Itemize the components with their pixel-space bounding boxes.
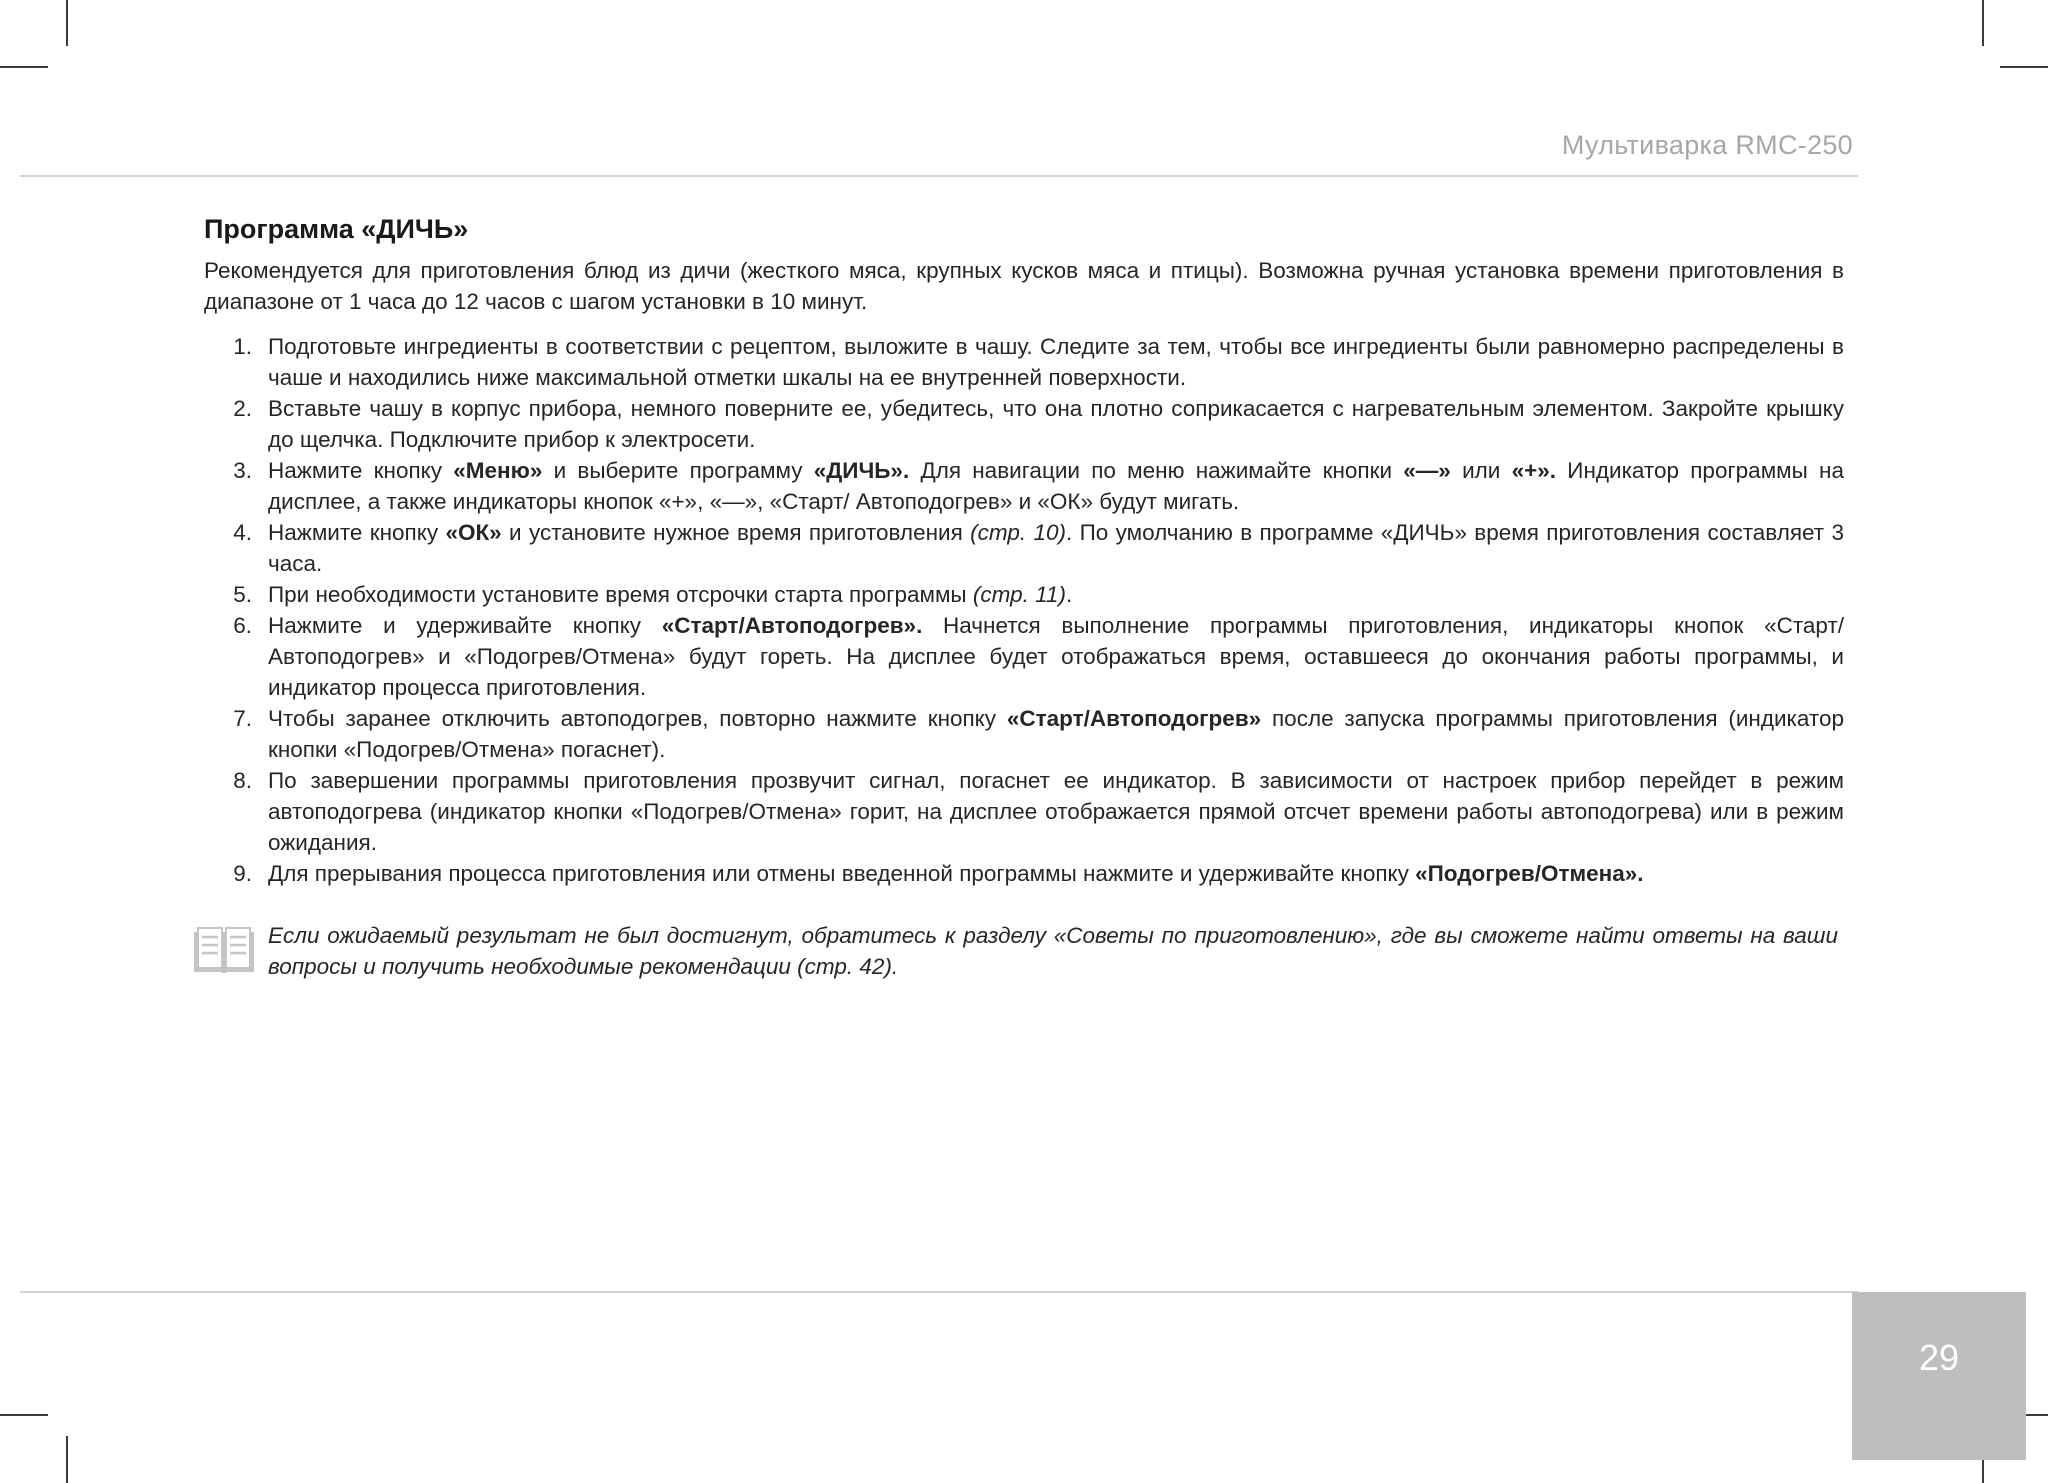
page-number: 29 bbox=[1852, 1292, 2026, 1460]
step-text-part: или bbox=[1450, 458, 1512, 483]
step-text-part: Вставьте чашу в корпус прибора, немного поверните ее, убедитесь, что она плотно соприкасается с нагревательным элементом. Закройте крышку до щелчка. Подключите прибор к электросети. bbox=[268, 396, 1844, 452]
section-intro: Рекомендуется для приготовления блюд из дичи (жесткого мяса, крупных кусков мяса и птицы). Возможна ручная установка времени приготовления в диапазоне от 1 часа до 12 часов с шагом установки в 10 минут. bbox=[204, 258, 1844, 314]
crop-mark bbox=[0, 66, 48, 68]
bold-text: «Старт/Автоподогрев». bbox=[661, 613, 923, 638]
bold-text: «ДИЧЬ». bbox=[813, 458, 910, 483]
step-text-part: Начнется выполнение программы приготовления, индикаторы кнопок «Старт/ Автоподогрев» и «Подогрев/Отмена» будут гореть. На дисплее будет отображаться время, оставшееся до окончания работы программы, и индикатор процесса приготовления. bbox=[268, 613, 1845, 700]
step-item bbox=[204, 579, 1844, 610]
step-text-part: . По умолчанию в программе «ДИЧЬ» время приготовления составляет 3 часа. bbox=[268, 520, 1844, 576]
page-reference: (стр. 11) bbox=[972, 582, 1066, 607]
note-text: Если ожидаемый результат не был достигнут, обратитесь к разделу «Советы по приготовлению», где вы сможете найти ответы на ваши вопросы и получить необходимые рекомендации (стр. 42). bbox=[268, 923, 1838, 979]
step-text bbox=[268, 765, 1844, 858]
step-item bbox=[204, 765, 1844, 858]
main-content bbox=[204, 214, 1844, 889]
step-text-part: Индикатор программы на дисплее, а также индикаторы кнопок «+», «—», «Старт/ Автоподогрев» и «ОК» будут мигать. bbox=[268, 458, 1844, 514]
step-text-part: Для навигации по меню нажимайте кнопки bbox=[909, 458, 1404, 483]
step-text bbox=[268, 703, 1844, 765]
crop-mark bbox=[66, 0, 68, 46]
step-number: 3. bbox=[233, 458, 252, 483]
note-box bbox=[190, 920, 1844, 982]
step-text bbox=[268, 858, 1844, 889]
bold-text: «—» bbox=[1403, 458, 1451, 483]
step-text-part: после запуска программы приготовления (индикатор кнопки «Подогрев/Отмена» погаснет). bbox=[268, 706, 1844, 762]
step-text bbox=[268, 331, 1844, 393]
step-text-part: Для прерывания процесса приготовления или отмены введенной программы нажмите и удерживайте кнопку bbox=[268, 861, 1416, 886]
step-item bbox=[204, 331, 1844, 393]
step-text bbox=[268, 393, 1844, 455]
open-book-icon bbox=[190, 924, 258, 980]
step-text bbox=[268, 455, 1844, 517]
header-rule bbox=[20, 175, 1858, 177]
step-text bbox=[268, 517, 1844, 579]
bold-text: «Меню» bbox=[453, 458, 543, 483]
step-number: 8. bbox=[233, 768, 252, 793]
step-text-part: . bbox=[1065, 582, 1073, 607]
bold-text: «+». bbox=[1511, 458, 1557, 483]
step-item bbox=[204, 703, 1844, 765]
footer-rule bbox=[20, 1291, 1858, 1293]
step-number: 1. bbox=[233, 334, 252, 359]
step-number: 7. bbox=[233, 706, 252, 731]
step-number: 6. bbox=[233, 613, 252, 638]
steps-list bbox=[204, 331, 1844, 889]
step-text bbox=[268, 579, 1844, 610]
bold-text: «Подогрев/Отмена». bbox=[1415, 861, 1644, 886]
step-text-part: и установите нужное время приготовления bbox=[501, 520, 971, 545]
step-number: 5. bbox=[233, 582, 252, 607]
step-item bbox=[204, 610, 1844, 703]
step-text bbox=[268, 610, 1844, 703]
step-item bbox=[204, 455, 1844, 517]
step-text-part: Нажмите кнопку bbox=[268, 458, 454, 483]
bold-text: «ОК» bbox=[445, 520, 502, 545]
page-reference: (стр. 10) bbox=[970, 520, 1066, 545]
step-item bbox=[204, 858, 1844, 889]
step-number: 9. bbox=[233, 861, 252, 886]
step-number: 2. bbox=[233, 396, 252, 421]
step-text-part: По завершении программы приготовления прозвучит сигнал, погаснет ее индикатор. В зависимости от настроек прибор перейдет в режим автоподогрева (индикатор кнопки «Подогрев/Отмена» горит, на дисплее отображается прямой отсчет времени работы автоподогрева) или в режим ожидания. bbox=[268, 768, 1844, 855]
crop-mark bbox=[1982, 0, 1984, 46]
header-title: Мультиварка RMC-250 bbox=[1561, 130, 1853, 160]
bold-text: «Старт/Автоподогрев» bbox=[1006, 706, 1262, 731]
step-text-part: Нажмите и удерживайте кнопку bbox=[268, 613, 662, 638]
section-title: Программа «ДИЧЬ» bbox=[204, 214, 469, 244]
step-text-part: и выберите программу bbox=[542, 458, 814, 483]
step-number: 4. bbox=[233, 520, 252, 545]
step-item bbox=[204, 517, 1844, 579]
step-text-part: Чтобы заранее отключить автоподогрев, повторно нажмите кнопку bbox=[268, 706, 1007, 731]
step-text-part: Нажмите кнопку bbox=[268, 520, 446, 545]
crop-mark bbox=[0, 1414, 48, 1416]
step-item bbox=[204, 393, 1844, 455]
step-text-part: Подготовьте ингредиенты в соответствии с рецептом, выложите в чашу. Следите за тем, чтобы все ингредиенты были равномерно распределены в чаше и находились ниже максимальной отметки шкалы на ее внутренней поверхности. bbox=[268, 334, 1844, 390]
crop-mark bbox=[66, 1436, 68, 1483]
step-text-part: При необходимости установите время отсрочки старта программы bbox=[268, 582, 973, 607]
crop-mark bbox=[2000, 66, 2048, 68]
